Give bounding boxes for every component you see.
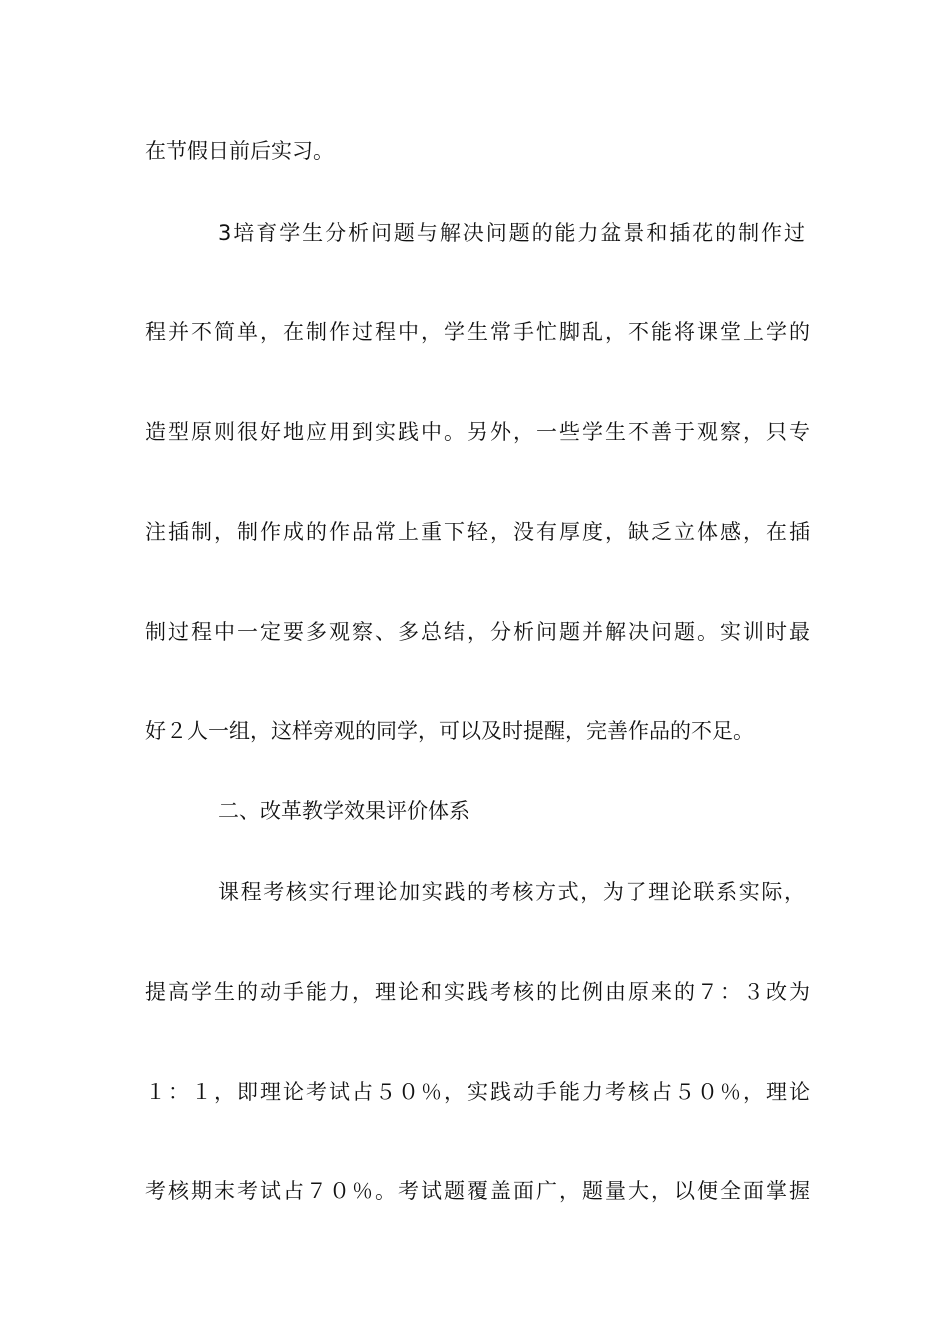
text-line: 提高学生的动手能力，理论和实践考核的比例由原来的７：３改为	[145, 980, 810, 1004]
paragraph-start-line: 课程考核实行理论加实践的考核方式，为了理论联系实际，	[218, 880, 805, 904]
text-line: 程并不简单，在制作过程中，学生常手忙脚乱，不能将课堂上学的	[145, 320, 810, 344]
section-heading: 二、改革教学效果评价体系	[218, 799, 470, 823]
text-line: 造型原则很好地应用到实践中。另外，一些学生不善于观察，只专	[145, 420, 810, 444]
text-line: １：１，即理论考试占５０％，实践动手能力考核占５０％，理论	[145, 1080, 810, 1104]
paragraph-start-line: 3培育学生分析问题与解决问题的能力盆景和插花的制作过	[218, 221, 805, 245]
text-line: 好２人一组，这样旁观的同学，可以及时提醒，完善作品的不足。	[145, 719, 754, 743]
text-line: 考核期末考试占７０％。考试题覆盖面广，题量大，以便全面掌握	[145, 1179, 810, 1203]
text-line: 制过程中一定要多观察、多总结，分析问题并解决问题。实训时最	[145, 620, 810, 644]
text-line: 在节假日前后实习。	[145, 139, 334, 163]
text-line: 注插制，制作成的作品常上重下轻，没有厚度，缺乏立体感，在插	[145, 520, 810, 544]
